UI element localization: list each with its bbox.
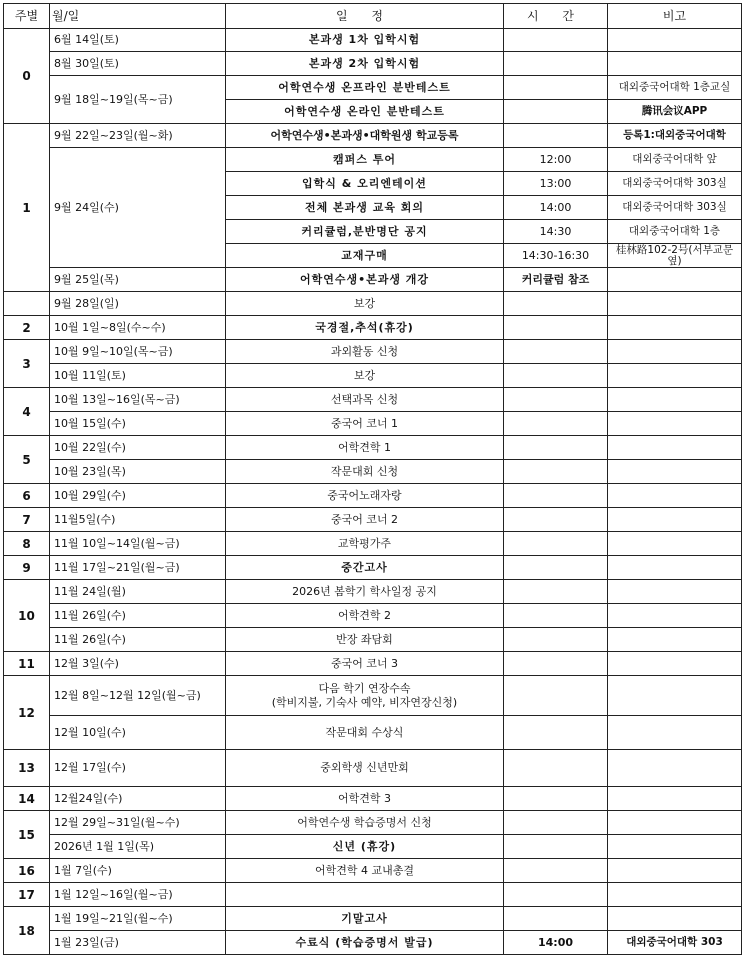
event-cell: 본과생 1차 입학시험 bbox=[226, 29, 504, 52]
event-cell: 국경절,추석(휴강) bbox=[226, 316, 504, 340]
table-row bbox=[4, 859, 742, 883]
time-cell bbox=[504, 484, 608, 508]
time-cell bbox=[504, 676, 608, 716]
note-cell bbox=[608, 340, 742, 364]
event-cell: 중간고사 bbox=[226, 556, 504, 580]
note-cell: 대외중국어대학 303실 bbox=[608, 172, 742, 196]
date-cell: 10월 15일(수) bbox=[50, 412, 226, 436]
week-number: 13 bbox=[4, 750, 50, 787]
table-row bbox=[4, 628, 742, 652]
week-number: 7 bbox=[4, 508, 50, 532]
date-cell: 9월 24일(수) bbox=[50, 148, 226, 268]
table-row bbox=[4, 750, 742, 787]
header-note: 비고 bbox=[608, 4, 742, 29]
time-cell bbox=[504, 316, 608, 340]
table-row bbox=[4, 580, 742, 604]
event-cell: 어학견학 1 bbox=[226, 436, 504, 460]
time-cell bbox=[504, 787, 608, 811]
event-cell bbox=[226, 676, 504, 716]
note-cell: 대외중국어대학 앞 bbox=[608, 148, 742, 172]
table-row bbox=[4, 52, 742, 76]
date-cell: 9월 28일(일) bbox=[50, 292, 226, 316]
header-week: 주별 bbox=[4, 4, 50, 29]
date-cell: 12월 10일(수) bbox=[50, 716, 226, 750]
note-cell: 대외중국어대학 303 bbox=[608, 931, 742, 955]
date-cell: 10월 1일~8일(수~수) bbox=[50, 316, 226, 340]
event-cell: 보강 bbox=[226, 364, 504, 388]
date-cell: 9월 22일~23일(월~화) bbox=[50, 124, 226, 148]
date-cell: 12월 3일(수) bbox=[50, 652, 226, 676]
note-cell bbox=[608, 556, 742, 580]
header-date: 월/일 bbox=[50, 4, 226, 29]
event-cell: 중국어 코너 3 bbox=[226, 652, 504, 676]
week-number: 6 bbox=[4, 484, 50, 508]
note-cell bbox=[608, 436, 742, 460]
note-cell bbox=[608, 412, 742, 436]
table-row bbox=[4, 716, 742, 750]
event-cell: 중국어노래자랑 bbox=[226, 484, 504, 508]
event-cell: 어학연수생 학습증명서 신청 bbox=[226, 811, 504, 835]
date-cell: 10월 22일(수) bbox=[50, 436, 226, 460]
note-cell bbox=[608, 52, 742, 76]
table-row bbox=[4, 931, 742, 955]
time-cell bbox=[504, 340, 608, 364]
time-cell: 14:30 bbox=[504, 220, 608, 244]
time-cell bbox=[504, 532, 608, 556]
date-cell: 8월 30일(토) bbox=[50, 52, 226, 76]
date-cell: 11월 26일(수) bbox=[50, 628, 226, 652]
table-row bbox=[4, 436, 742, 460]
event-cell: 교재구매 bbox=[226, 244, 504, 268]
note-cell bbox=[608, 292, 742, 316]
date-cell: 6월 14일(토) bbox=[50, 29, 226, 52]
date-cell: 11월 26일(수) bbox=[50, 604, 226, 628]
event-cell: 어학견학 2 bbox=[226, 604, 504, 628]
time-cell bbox=[504, 460, 608, 484]
date-cell: 1월 23일(금) bbox=[50, 931, 226, 955]
time-cell bbox=[504, 52, 608, 76]
header-row bbox=[4, 4, 742, 29]
date-cell: 2026년 1월 1일(목) bbox=[50, 835, 226, 859]
note-cell bbox=[608, 835, 742, 859]
event-cell: 과외활동 신청 bbox=[226, 340, 504, 364]
event-cell: 수료식 (학습증명서 발급) bbox=[226, 931, 504, 955]
table-row bbox=[4, 532, 742, 556]
event-cell: 반장 좌담회 bbox=[226, 628, 504, 652]
week-number: 16 bbox=[4, 859, 50, 883]
time-cell bbox=[504, 556, 608, 580]
event-cell: 어학견학 4 교내총결 bbox=[226, 859, 504, 883]
week-number: 14 bbox=[4, 787, 50, 811]
time-cell: 12:00 bbox=[504, 148, 608, 172]
note-cell: 腾讯会议APP bbox=[608, 100, 742, 124]
time-cell: 14:00 bbox=[504, 196, 608, 220]
table-row bbox=[4, 29, 742, 52]
date-cell: 12월 29일~31일(월~수) bbox=[50, 811, 226, 835]
table-row bbox=[4, 811, 742, 835]
event-line-1: 다음 학기 연장수속 bbox=[318, 681, 411, 695]
event-cell: 중국어 코너 2 bbox=[226, 508, 504, 532]
note-cell: 대외중국어대학 1층 bbox=[608, 220, 742, 244]
table-row bbox=[4, 676, 742, 716]
date-cell: 11월5일(수) bbox=[50, 508, 226, 532]
table-row bbox=[4, 268, 742, 292]
date-cell: 9월 18일~19일(목~금) bbox=[50, 76, 226, 124]
note-cell bbox=[608, 29, 742, 52]
note-cell bbox=[608, 508, 742, 532]
table-row bbox=[4, 652, 742, 676]
time-cell bbox=[504, 388, 608, 412]
week-number: 18 bbox=[4, 907, 50, 955]
time-cell bbox=[504, 508, 608, 532]
event-line-2: (학비지불, 기숙사 예약, 비자연장신청) bbox=[271, 695, 458, 709]
table-row bbox=[4, 508, 742, 532]
time-cell bbox=[504, 292, 608, 316]
time-cell bbox=[504, 628, 608, 652]
table-row bbox=[4, 787, 742, 811]
week-number: 8 bbox=[4, 532, 50, 556]
event-cell: 어학연수생•본과생 개강 bbox=[226, 268, 504, 292]
date-cell: 10월 13일~16일(목~금) bbox=[50, 388, 226, 412]
event-cell: 어학연수생 온라인 분반테스트 bbox=[226, 100, 504, 124]
date-cell: 12월 8일~12월 12일(월~금) bbox=[50, 676, 226, 716]
event-cell bbox=[226, 883, 504, 907]
date-cell: 10월 9일~10일(목~금) bbox=[50, 340, 226, 364]
note-cell bbox=[608, 859, 742, 883]
time-cell bbox=[504, 604, 608, 628]
header-time: 시 간 bbox=[504, 4, 608, 29]
table-row bbox=[4, 835, 742, 859]
date-cell: 1월 7일(수) bbox=[50, 859, 226, 883]
note-cell bbox=[608, 652, 742, 676]
date-cell: 10월 29일(수) bbox=[50, 484, 226, 508]
week-number: 4 bbox=[4, 388, 50, 436]
week-number: 0 bbox=[4, 29, 50, 124]
note-cell bbox=[608, 750, 742, 787]
time-cell bbox=[504, 436, 608, 460]
event-cell: 어학연수생 온프라인 분반테스트 bbox=[226, 76, 504, 100]
note-cell bbox=[608, 676, 742, 716]
event-cell: 어학연수생•본과생•대학원생 학교등록 bbox=[226, 124, 504, 148]
note-cell: 대외중국어대학 1층교실 bbox=[608, 76, 742, 100]
table-row bbox=[4, 124, 742, 148]
table-row bbox=[4, 292, 742, 316]
time-cell bbox=[504, 750, 608, 787]
week-number: 1 bbox=[4, 124, 50, 292]
note-cell bbox=[608, 883, 742, 907]
week-number: 12 bbox=[4, 676, 50, 750]
date-cell: 1월 12일~16일(월~금) bbox=[50, 883, 226, 907]
note-cell bbox=[608, 811, 742, 835]
table-row bbox=[4, 460, 742, 484]
note-cell: 대외중국어대학 303실 bbox=[608, 196, 742, 220]
time-cell bbox=[504, 835, 608, 859]
time-cell bbox=[504, 883, 608, 907]
time-cell: 13:00 bbox=[504, 172, 608, 196]
week-number: 3 bbox=[4, 340, 50, 388]
note-cell bbox=[608, 268, 742, 292]
note-cell: 桂林路102-2号(서부교문 옆) bbox=[608, 244, 742, 268]
date-cell: 11월 10일~14일(월~금) bbox=[50, 532, 226, 556]
week-number: 10 bbox=[4, 580, 50, 652]
time-cell bbox=[504, 907, 608, 931]
event-cell: 어학견학 3 bbox=[226, 787, 504, 811]
date-cell: 12월 17일(수) bbox=[50, 750, 226, 787]
note-cell bbox=[608, 787, 742, 811]
time-cell bbox=[504, 76, 608, 100]
week-number: 17 bbox=[4, 883, 50, 907]
week-number: 11 bbox=[4, 652, 50, 676]
time-cell bbox=[504, 716, 608, 750]
table-row bbox=[4, 364, 742, 388]
week-number: 2 bbox=[4, 316, 50, 340]
time-cell bbox=[504, 859, 608, 883]
table-row bbox=[4, 883, 742, 907]
note-cell bbox=[608, 604, 742, 628]
table-row bbox=[4, 316, 742, 340]
event-cell: 중외학생 신년만회 bbox=[226, 750, 504, 787]
week-number: 15 bbox=[4, 811, 50, 859]
note-cell bbox=[608, 484, 742, 508]
note-cell bbox=[608, 580, 742, 604]
note-cell bbox=[608, 460, 742, 484]
time-cell: 14:30-16:30 bbox=[504, 244, 608, 268]
date-cell: 11월 24일(월) bbox=[50, 580, 226, 604]
event-cell: 교학평가주 bbox=[226, 532, 504, 556]
table-row bbox=[4, 412, 742, 436]
table-row bbox=[4, 340, 742, 364]
date-cell: 10월 11일(토) bbox=[50, 364, 226, 388]
date-cell: 9월 25일(목) bbox=[50, 268, 226, 292]
event-cell: 중국어 코너 1 bbox=[226, 412, 504, 436]
time-cell bbox=[504, 100, 608, 124]
table-row bbox=[4, 388, 742, 412]
event-cell: 작문대회 신청 bbox=[226, 460, 504, 484]
time-cell bbox=[504, 124, 608, 148]
table-row bbox=[4, 484, 742, 508]
event-cell: 본과생 2차 입학시험 bbox=[226, 52, 504, 76]
schedule-container bbox=[3, 3, 742, 955]
header-event: 일 정 bbox=[226, 4, 504, 29]
week-number: 5 bbox=[4, 436, 50, 484]
note-cell bbox=[608, 628, 742, 652]
note-cell bbox=[608, 316, 742, 340]
note-cell bbox=[608, 907, 742, 931]
table-row bbox=[4, 907, 742, 931]
date-cell: 10월 23일(목) bbox=[50, 460, 226, 484]
time-cell bbox=[504, 364, 608, 388]
note-cell: 등록1:대외중국어대학 bbox=[608, 124, 742, 148]
table-row bbox=[4, 76, 742, 100]
date-cell: 11월 17일~21일(월~금) bbox=[50, 556, 226, 580]
event-cell: 커리큘럼,분반명단 공지 bbox=[226, 220, 504, 244]
note-cell bbox=[608, 364, 742, 388]
event-cell: 보강 bbox=[226, 292, 504, 316]
event-cell: 선택과목 신청 bbox=[226, 388, 504, 412]
event-cell: 작문대회 수상식 bbox=[226, 716, 504, 750]
event-cell: 입학식 & 오리엔테이션 bbox=[226, 172, 504, 196]
time-cell bbox=[504, 652, 608, 676]
event-cell: 신년 (휴강) bbox=[226, 835, 504, 859]
schedule-table bbox=[3, 3, 742, 955]
time-cell bbox=[504, 412, 608, 436]
date-cell: 1월 19일~21일(월~수) bbox=[50, 907, 226, 931]
week-number: 9 bbox=[4, 556, 50, 580]
event-cell: 전체 본과생 교육 회의 bbox=[226, 196, 504, 220]
time-cell: 14:00 bbox=[504, 931, 608, 955]
time-cell bbox=[504, 580, 608, 604]
event-cell: 캠퍼스 투어 bbox=[226, 148, 504, 172]
week-number bbox=[4, 292, 50, 316]
table-row bbox=[4, 148, 742, 172]
date-cell: 12월24일(수) bbox=[50, 787, 226, 811]
note-cell bbox=[608, 532, 742, 556]
event-cell: 2026년 봄학기 학사일정 공지 bbox=[226, 580, 504, 604]
note-cell bbox=[608, 716, 742, 750]
note-cell bbox=[608, 388, 742, 412]
time-cell: 커리큘럼 참조 bbox=[504, 268, 608, 292]
time-cell bbox=[504, 811, 608, 835]
table-row bbox=[4, 604, 742, 628]
table-row bbox=[4, 556, 742, 580]
time-cell bbox=[504, 29, 608, 52]
event-cell: 기말고사 bbox=[226, 907, 504, 931]
